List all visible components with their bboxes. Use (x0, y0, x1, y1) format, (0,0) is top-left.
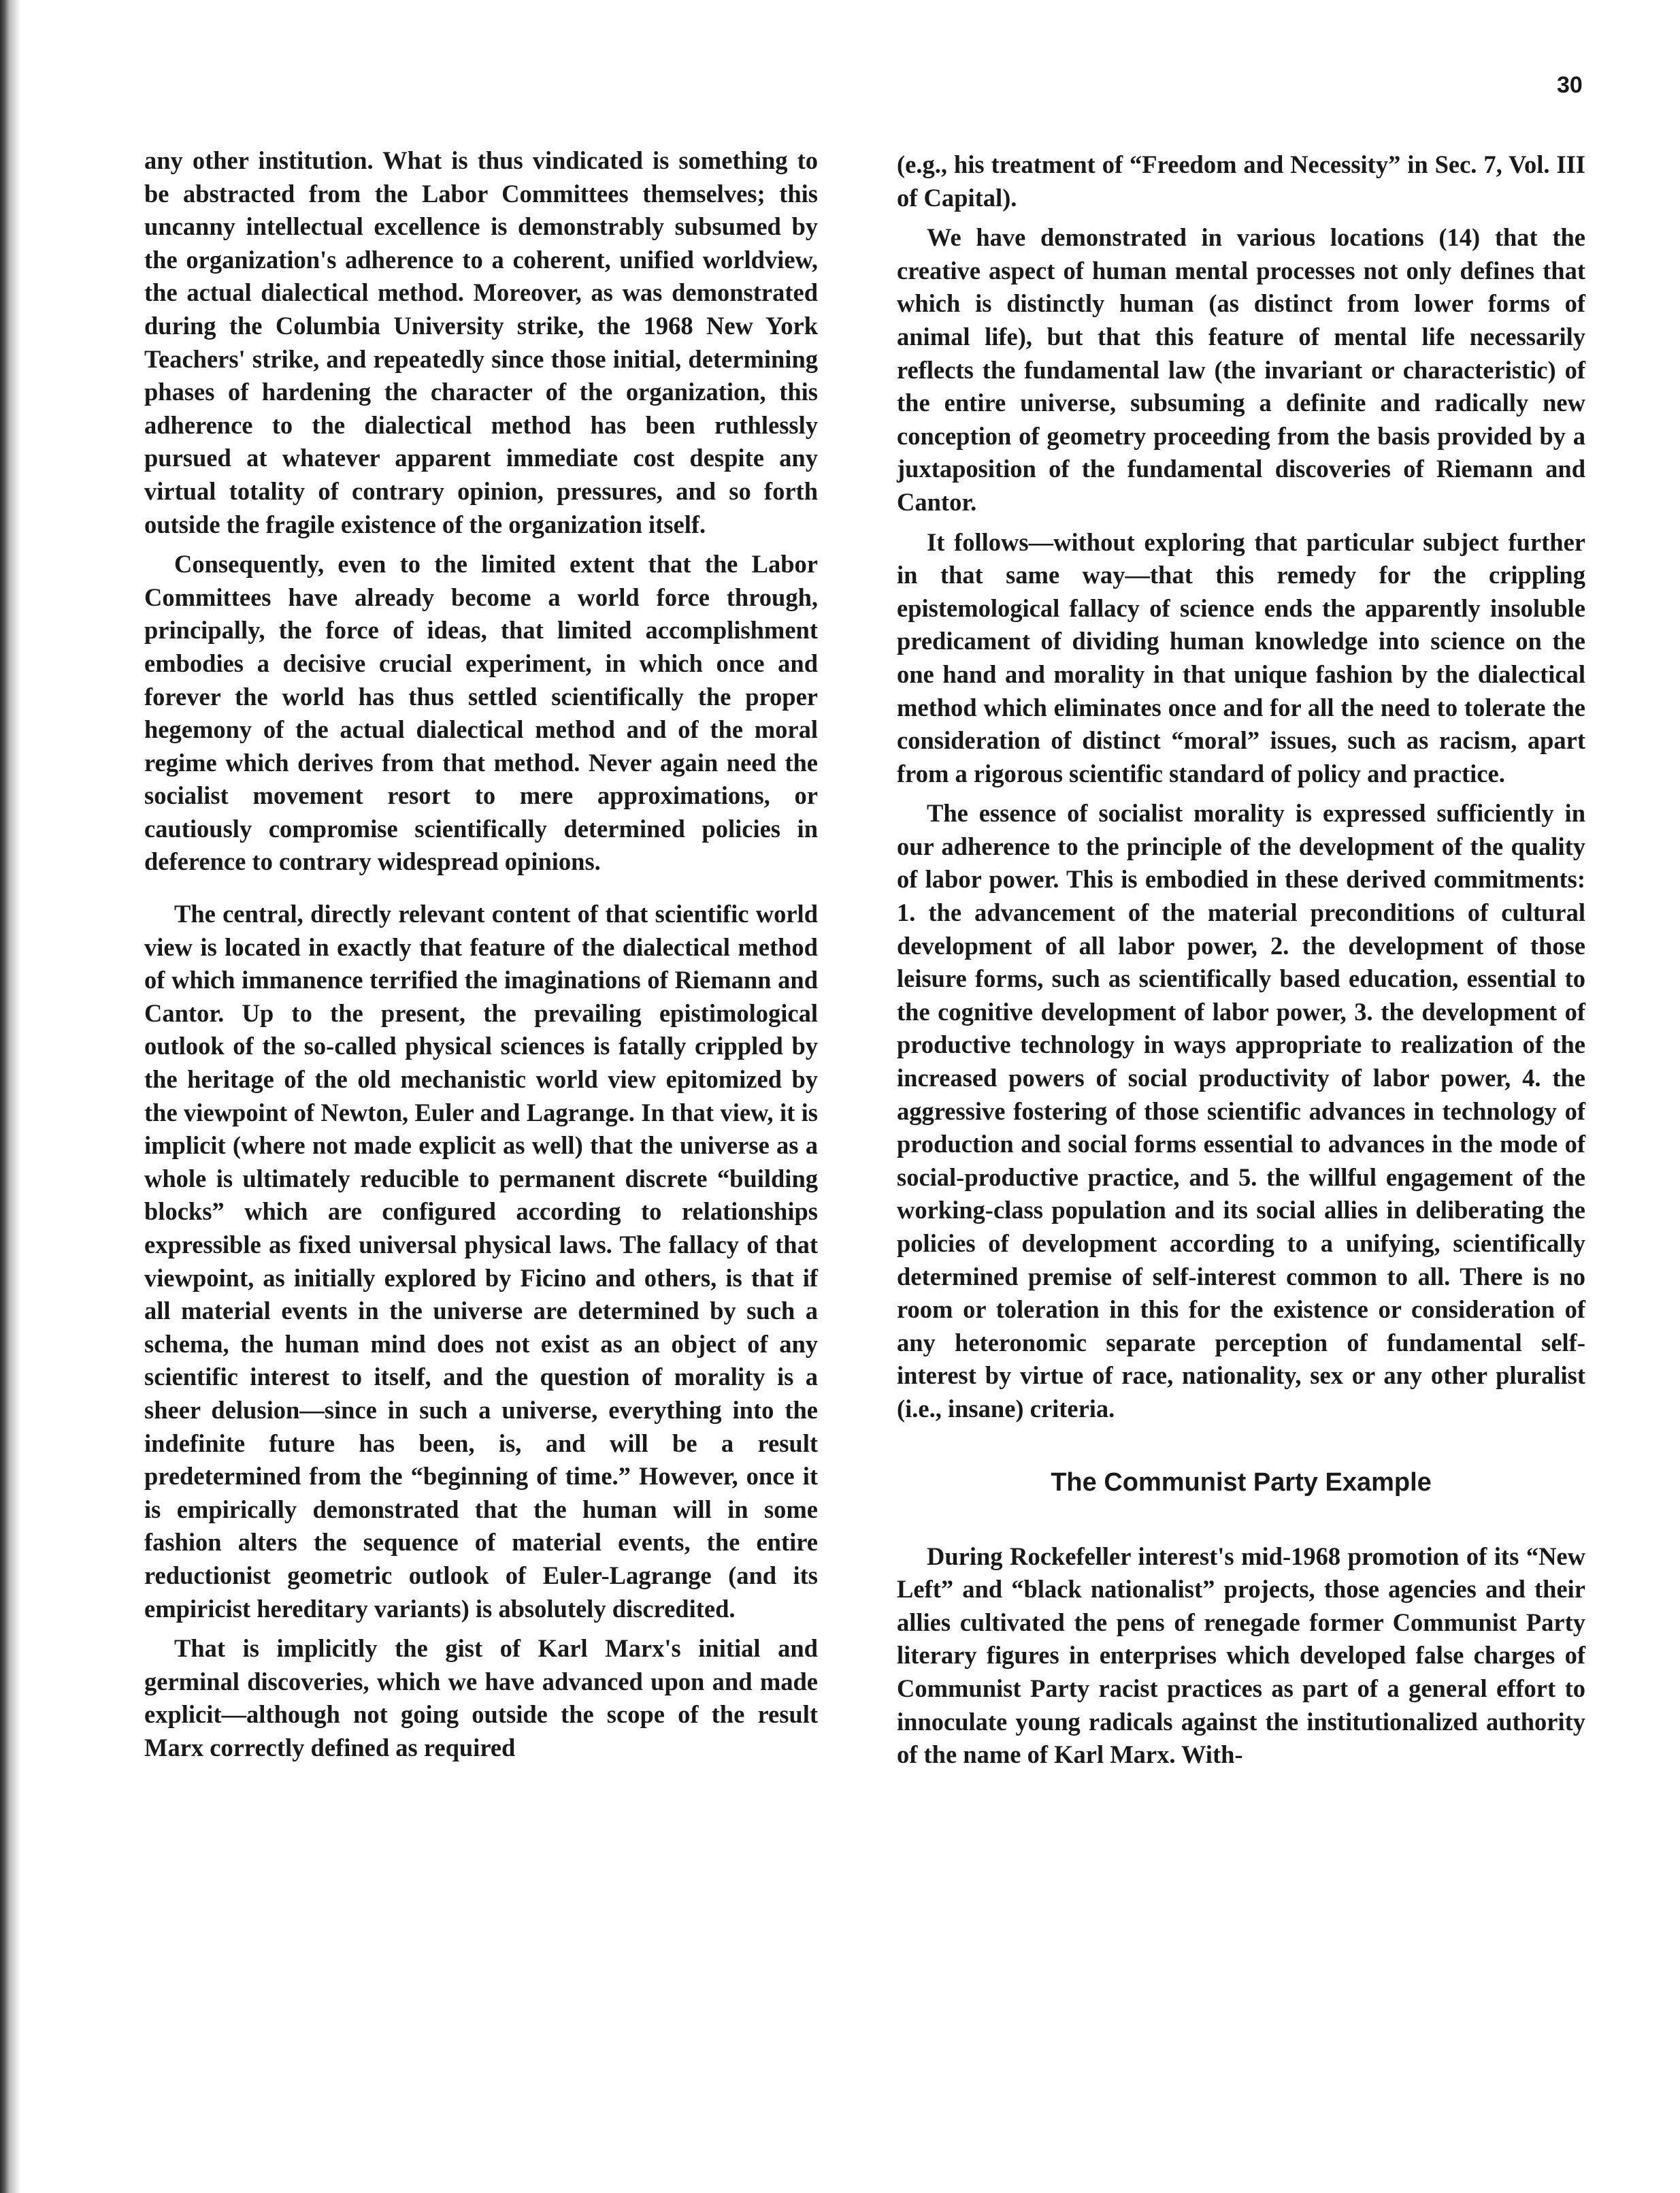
left-column (144, 144, 818, 1772)
paragraph: We have demonstrated in various locations (14) that the creative aspect of human mental processes not only defines that which is distinctly human (as distinct from lower forms of animal life), but that this feature of mental life necessarily reflects the fundamental law (the invariant or characteristic) of the entire universe, subsuming a definite and radically new conception of geometry proceeding from the basis provided by a juxtaposition of the fundamental discoveries of Riemann and Cantor. (897, 223, 1585, 516)
paragraph: Consequently, even to the limited extent that the Labor Committees have already become a world force through, principally, the force of ideas, that limited accomplishment embodies a decisive crucial experiment, in which once and forever the world has thus settled scientifically the proper hegemony of the actual dialectical method and of the moral regime which derives from that method. Never again need the socialist movement resort to mere approximations, or cautiously compromise scientifically determined policies in deference to contrary widespread opinions. (144, 550, 818, 876)
paragraph-continuation: any other institution. What is thus vindicated is something to be abstracted from the Labor Committees themselves; this uncanny intellectual excellence is demonstrably subsumed by the organization's adherence to a coherent, unified worldview, the actual dialectical method. Moreover, as was demonstrated during the Columbia University strike, the 1968 New York Teachers' strike, and repeatedly since those initial, determining phases of hardening the character of the organization, this adherence to the dialectical method has been ruthlessly pursued at whatever apparent immediate cost despite any virtual totality of contrary opinion, pressures, and so forth outside the fragile existence of the organization itself. (144, 146, 818, 538)
scanned-page-edge (0, 0, 20, 2193)
paragraph: That is implicitly the gist of Karl Marx's initial and germinal discoveries, which we have advanced upon and made explicit—although not going outside the scope of the result Marx correctly defined as required (144, 1634, 818, 1761)
paragraph: During Rockefeller interest's mid-1968 promotion of its “New Left” and “black nationalist” projects, those agencies and their allies cultivated the pens of renegade former Communist Party literary figures in enterprises which developed false charges of Communist Party racist practices as part of a general effort to innoculate young radicals against the institutionalized authority of the name of Karl Marx. With- (897, 1542, 1585, 1769)
paragraph-continuation: (e.g., his treatment of “Freedom and Necessity” in Sec. 7, Vol. III of Capital). (897, 150, 1585, 212)
paragraph: The central, directly relevant content of that scientific world view is located in exactly that feature of the dialectical method of which immanence terrified the imaginations of Riemann and Cantor. Up to the present, the prevailing epistimological outlook of the so-called physical sciences is fatally crippled by the heritage of the old mechanistic world view epitomized by the viewpoint of Newton, Euler and Lagrange. In that view, it is implicit (where not made explicit as well) that the universe as a whole is ultimately reducible to permanent discrete “building blocks” which are configured according to relationships expressible as fixed universal physical laws. The fallacy of that viewpoint, as initially explored by Ficino and others, is that if all material events in the universe are determined by such a schema, the human mind does not exist as an object of any scientific interest to itself, and the question of morality is a sheer delusion—since in such a universe, everything into the indefinite future has been, is, and will be a result predetermined from the “beginning of time.” However, once it is empirically demonstrated that the human will in some fashion alters the sequence of material events, the entire reductionist geometric outlook of Euler-Lagrange (and its empiricist hereditary variants) is absolutely discredited. (144, 900, 818, 1623)
paragraph: It follows—without exploring that particular subject further in that same way—that this remedy for the crippling epistemological fallacy of science ends the apparently insoluble predicament of dividing human knowledge into science on the one hand and morality in that unique fashion by the dialectical method which eliminates once and for all the need to tolerate the consideration of distinct “moral” issues, such as racism, apart from a rigorous scientific standard of policy and practice. (897, 527, 1585, 787)
right-column (897, 148, 1585, 1778)
section-heading: The Communist Party Example (1051, 1467, 1432, 1497)
page-number: 30 (1557, 72, 1583, 98)
paragraph: The essence of socialist morality is expressed sufficiently in our adherence to the principle of the development of the quality of labor power. This is embodied in these derived commitments: 1. the advancement of the material preconditions of cultural development of all labor power, 2. the development of those leisure forms, such as scientifically based education, essential to the cognitive development of labor power, 3. the development of productive technology in ways appropriate to realization of the increased powers of social productivity of labor power, 4. the aggressive fostering of those scientific advances in technology of production and social forms essential to advances in the mode of social-productive practice, and 5. the willful engagement of the working-class population and its social allies in deliberating the policies of development according to a unifying, scientifically determined premise of self-interest common to all. There is no room or toleration in this for the existence or consideration of any heteronomic separate perception of fundamental self-interest by virtue of race, nationality, sex or any other pluralist (i.e., insane) criteria. (897, 799, 1585, 1423)
